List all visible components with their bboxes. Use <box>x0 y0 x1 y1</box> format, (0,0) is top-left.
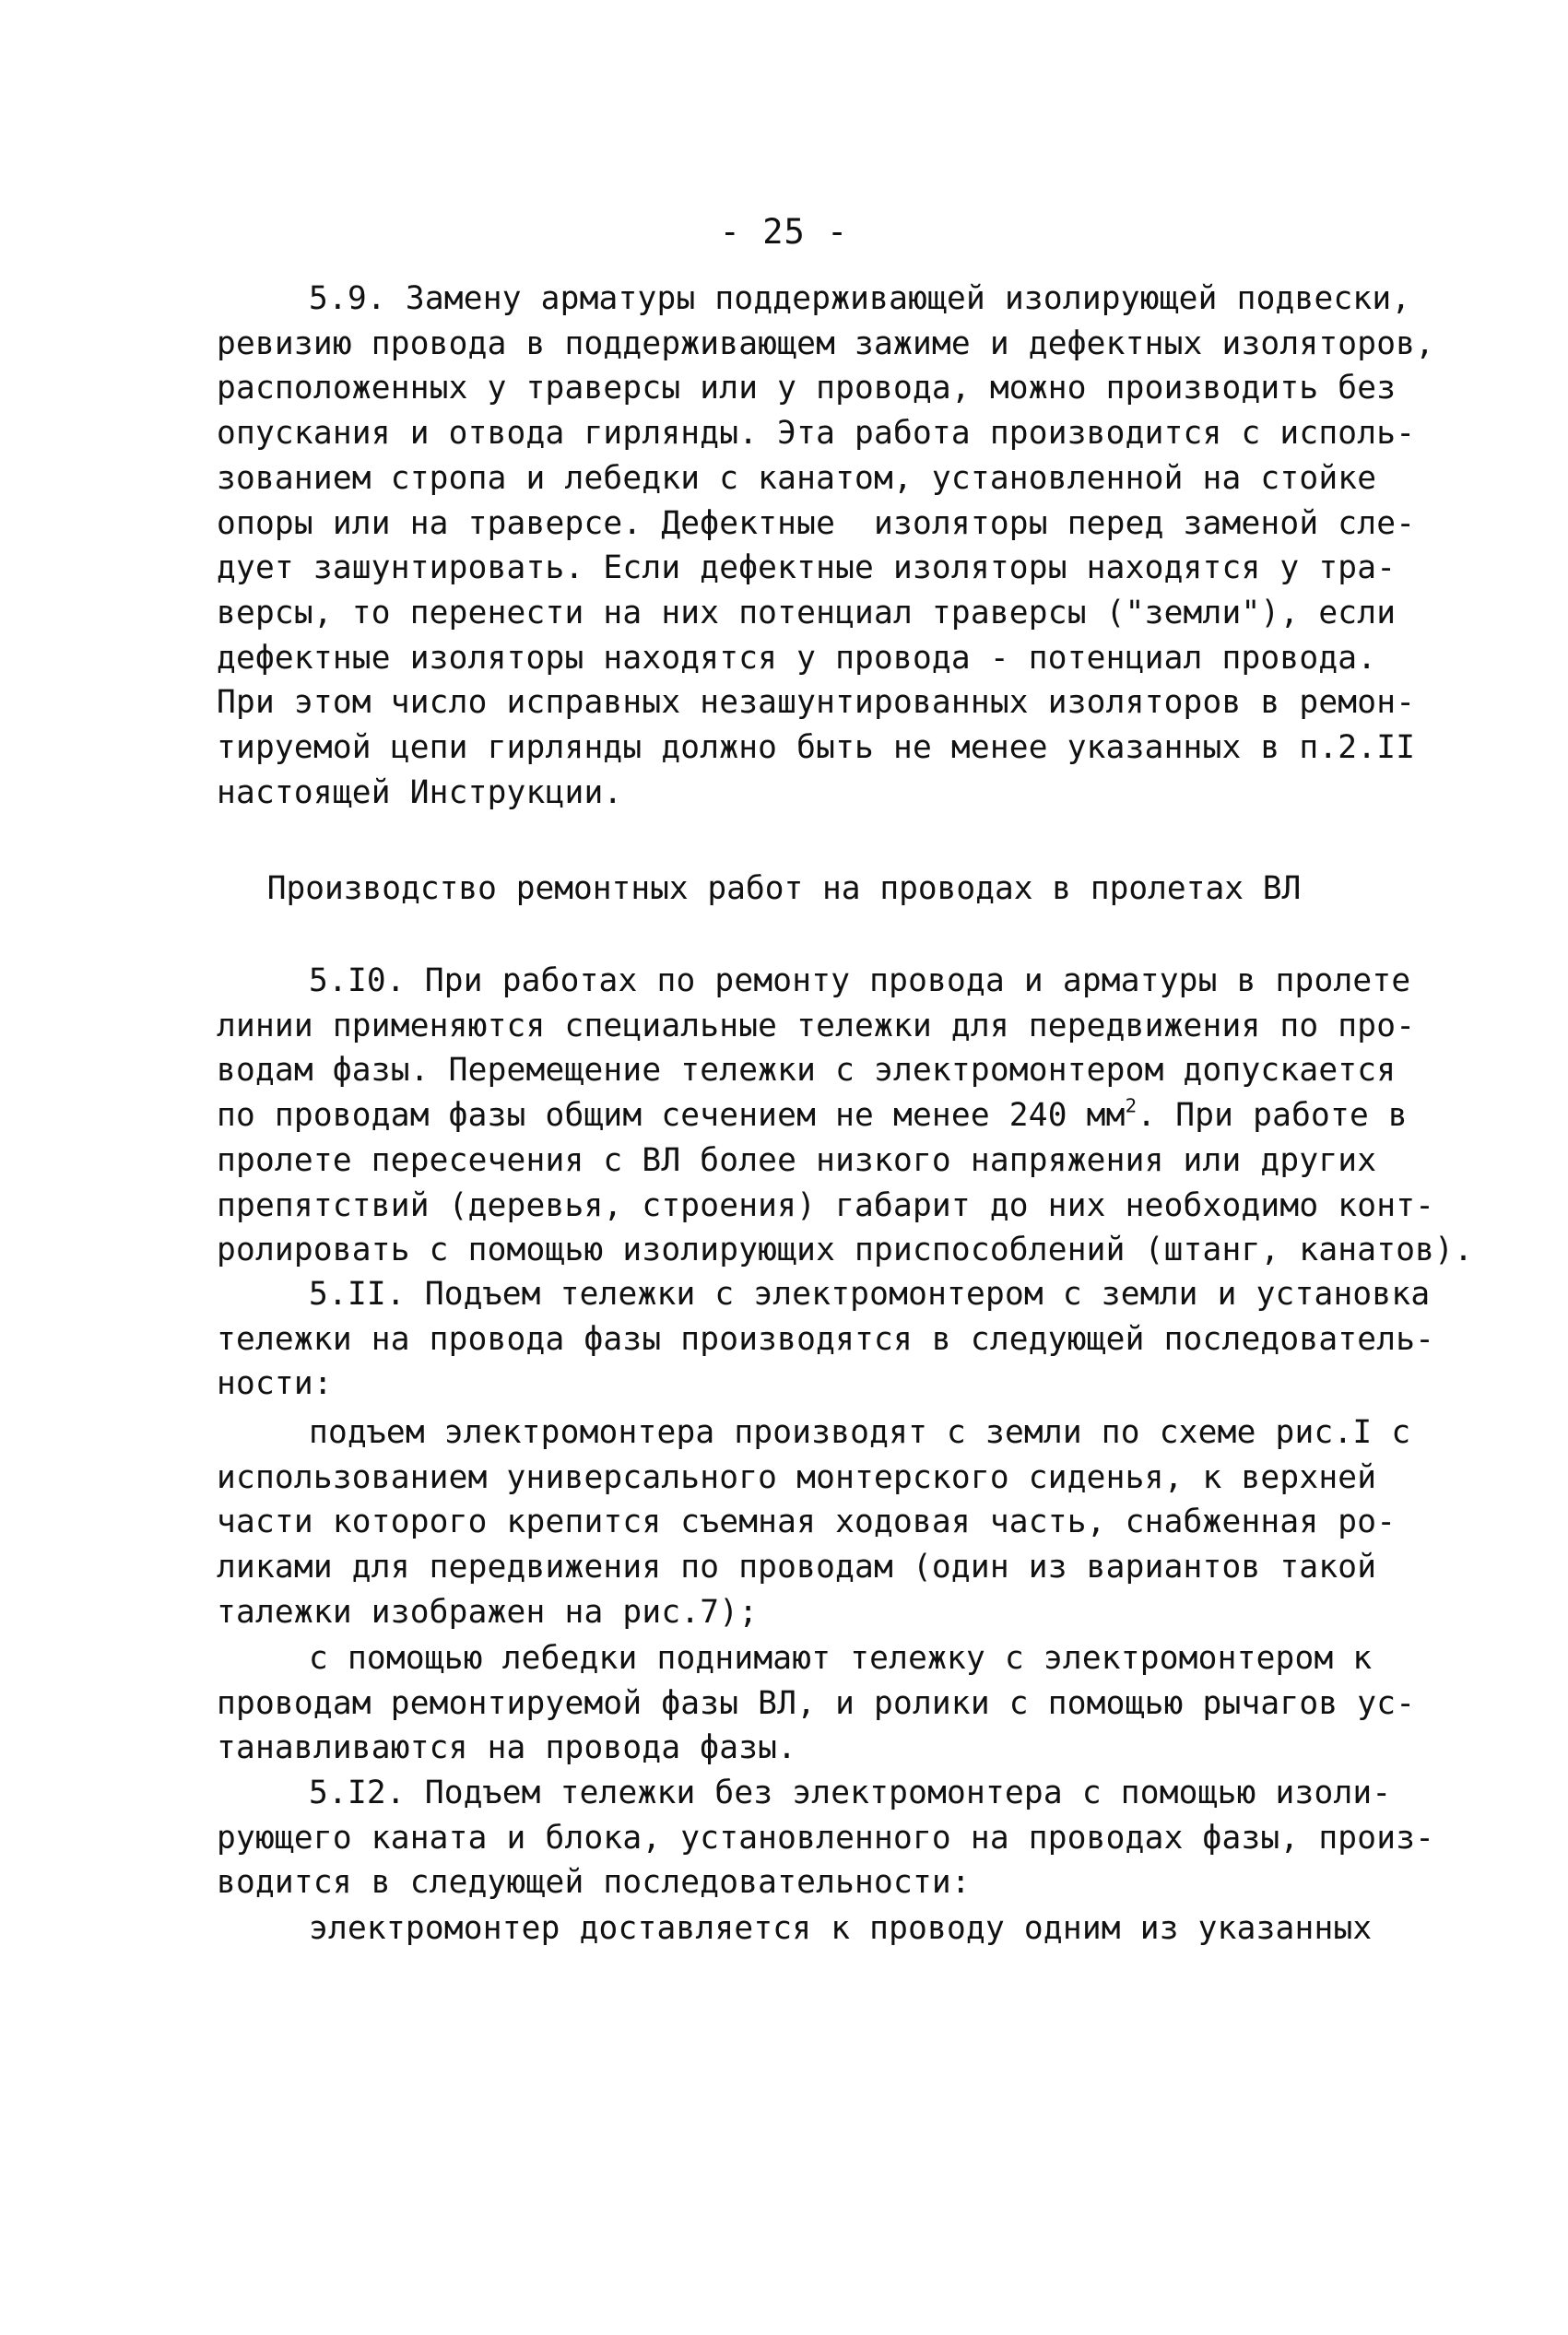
paragraph-5-9 <box>217 277 1435 815</box>
text-line: опоры или на траверсе. Дефектные изоляторы перед заменой сле- <box>217 504 1416 542</box>
text-line: танавливаются на провода фазы. <box>217 1729 797 1767</box>
text-line: ролировать с помощью изолирующих приспособлений (штанг, канатов). <box>217 1232 1474 1269</box>
text-line: ликами для передвижения по проводам (один из вариантов такой <box>217 1549 1377 1586</box>
text-line: дует зашунтировать. Если дефектные изоляторы находятся у тра- <box>217 549 1397 587</box>
text-line: водится в следующей последовательности: <box>217 1864 971 1902</box>
text-line: талежки изображен на рис.7); <box>217 1593 759 1631</box>
text-line: препятствий (деревья, строения) габарит до них необходимо конт- <box>217 1186 1435 1224</box>
paragraph-5-10 <box>217 959 1474 1273</box>
paragraph-5-11 <box>217 1272 1435 1407</box>
text-line: подъем электромонтера производят с земли по схеме рис.I с <box>309 1414 1411 1451</box>
text-line: настоящей Инструкции. <box>217 773 623 811</box>
page-number: - 25 - <box>719 212 849 252</box>
text-line: 5.I2. Подъем тележки без электромонтера с помощью изоли- <box>309 1775 1392 1811</box>
text-line: тележки на провода фазы производятся в следующей последователь- <box>217 1320 1435 1358</box>
text-line: с помощью лебедки поднимают тележку с электромонтером к <box>309 1640 1373 1677</box>
text-line: электромонтер доставляется к проводу одним из указанных <box>309 1910 1373 1947</box>
text-line: ревизию провода в поддерживающем зажиме и дефектных изоляторов, <box>217 324 1435 362</box>
text-line: проводам ремонтируемой фазы ВЛ, и ролики с помощью рычагов ус- <box>217 1684 1416 1722</box>
paragraph-final <box>217 1906 1378 1952</box>
paragraph-5-12 <box>217 1771 1435 1905</box>
text-line: 5.9. Замену арматуры поддерживающей изолирующей подвески, <box>309 280 1411 317</box>
text-line: версы, то перенести на них потенциал траверсы ("земли"), если <box>217 594 1397 631</box>
text-line: линии применяются специальные тележки для передвижения по про- <box>217 1007 1416 1044</box>
text-line: При этом число исправных незашунтированных изоляторов в ремон- <box>217 684 1416 722</box>
text-line: зованием стропа и лебедки с канатом, установленной на стойке <box>217 459 1377 497</box>
text-line-with-unit <box>217 1093 1408 1138</box>
text-line: ности: <box>217 1365 333 1403</box>
text-line: водам фазы. Перемещение тележки с электромонтером допускается <box>217 1052 1397 1090</box>
text-line: тируемой цепи гирлянды должно быть не менее указанных в п.2.II <box>217 729 1416 767</box>
text-line: пролете пересечения с ВЛ более низкого напряжения или других <box>217 1141 1377 1179</box>
text-line: рующего каната и блока, установленного на проводах фазы, произ- <box>217 1819 1435 1857</box>
unit-superscript: 2 <box>1125 1094 1138 1117</box>
text-line: дефектные изоляторы находятся у провода - потенциал провода. <box>217 639 1377 677</box>
text-line: опускания и отвода гирлянды. Эта работа производится с исполь- <box>217 415 1416 453</box>
text-line: расположенных у траверсы или у провода, можно производить без <box>217 370 1397 407</box>
text-line: части которого крепится съемная ходовая часть, снабженная ро- <box>217 1504 1397 1541</box>
text-line: 5.I0. При работах по ремонту провода и арматуры в пролете <box>309 962 1411 999</box>
list-item <box>217 1410 1411 1635</box>
list-item <box>217 1636 1416 1771</box>
text-fragment: по проводам фазы общим сечением не менее 240 мм <box>217 1097 1126 1135</box>
text-line: использованием универсального монтерского сиденья, к верхней <box>217 1458 1377 1496</box>
section-heading: Производство ремонтных работ на проводах в пролетах ВЛ <box>266 870 1302 907</box>
text-line: 5.II. Подъем тележки с электромонтером с земли и установка <box>309 1276 1431 1313</box>
text-fragment: . При работе в <box>1137 1097 1408 1135</box>
